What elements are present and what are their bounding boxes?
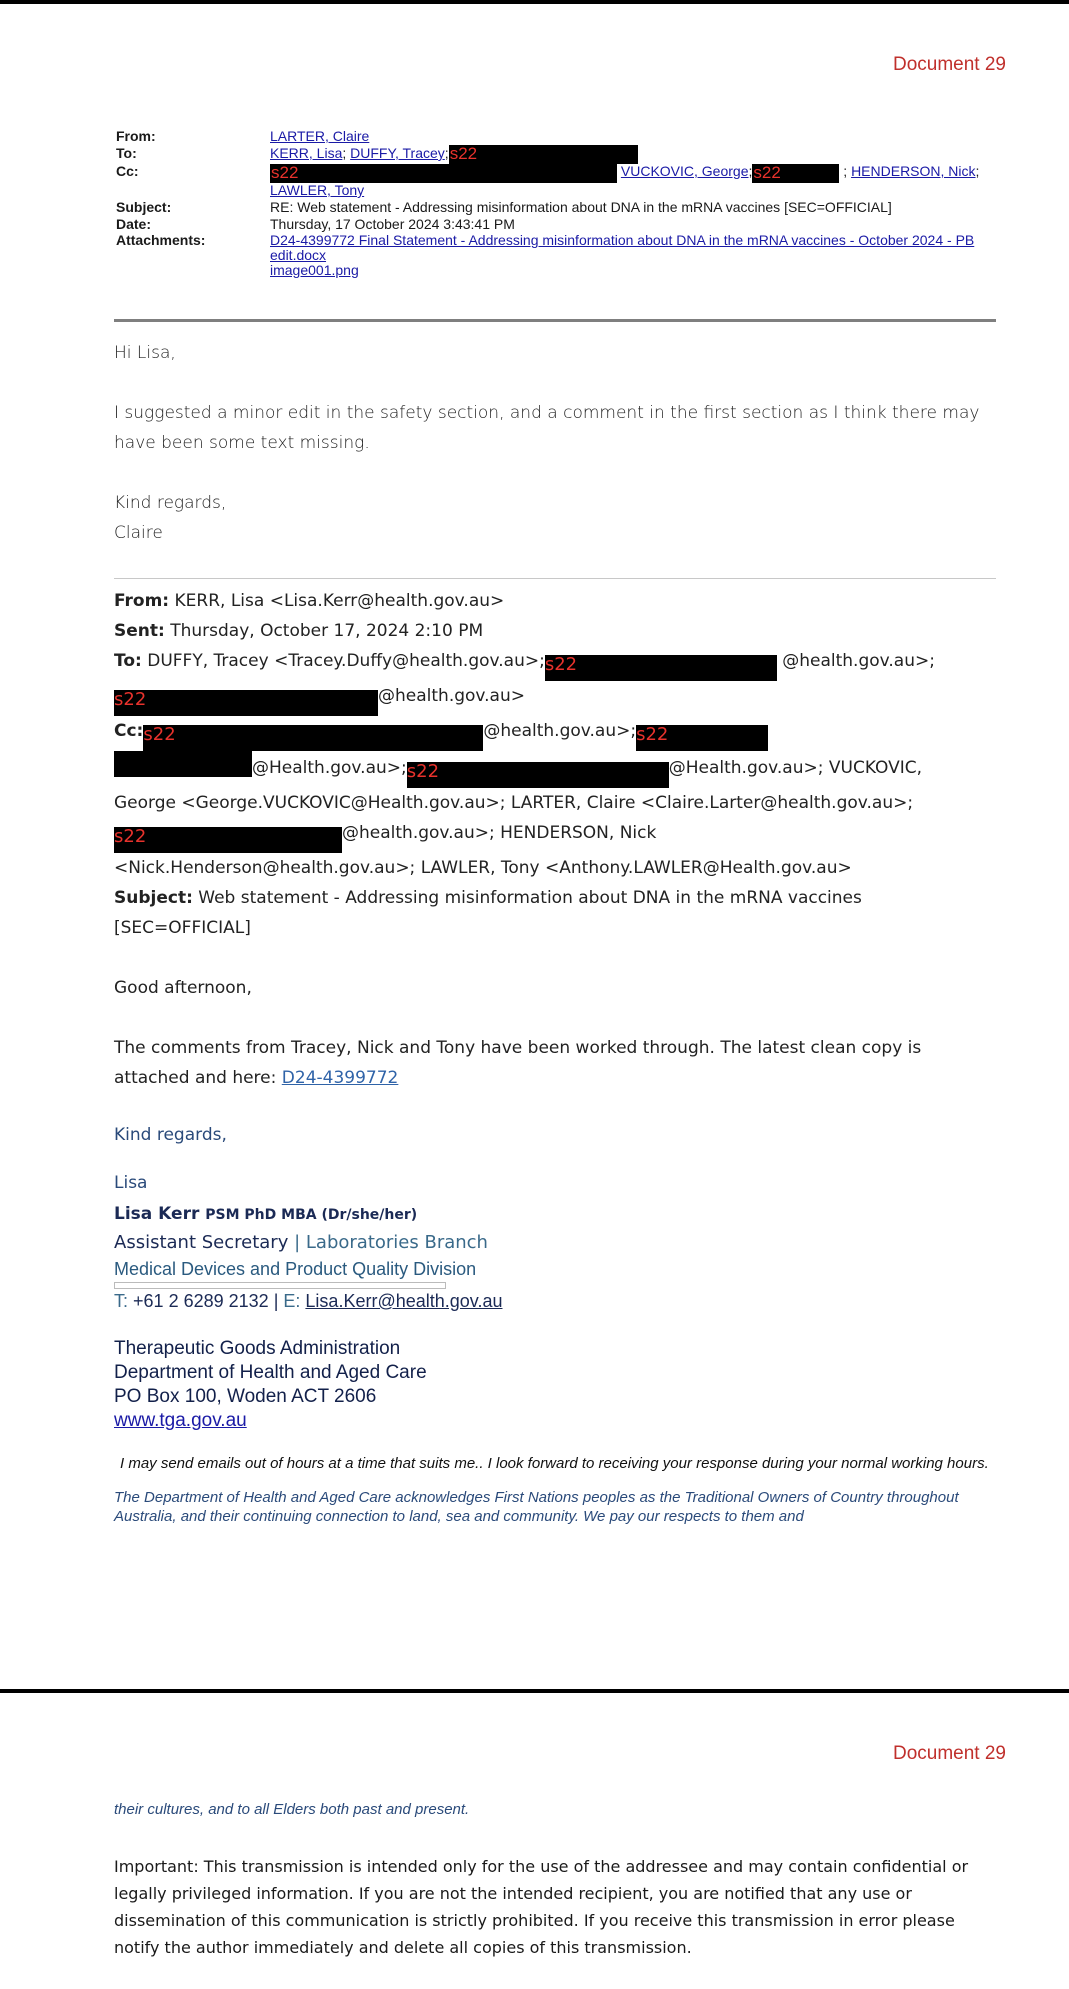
fwd-greeting: Good afternoon, — [114, 978, 252, 998]
document-label: Document 29 — [892, 1743, 1006, 1764]
signature-name-line: Lisa Kerr PSM PhD MBA (Dr/she/her) — [114, 1204, 418, 1224]
header-subject-row: Subject: RE: Web statement - Addressing misinformation about DNA in the mRNA vaccines [SEC=OFFICIAL] — [116, 199, 996, 216]
date-text: Thursday, 17 October 2024 3:43:41 PM — [270, 216, 515, 232]
document-link[interactable]: D24-4399772 — [281, 1068, 399, 1088]
acknowledgement-continued: their cultures, and to all Elders both past and present. — [114, 1801, 470, 1818]
forwarded-message — [114, 586, 994, 1198]
fwd-cc-line-2: @Health.gov.au>;s22 @Health.gov.au>; VUCKOVIC, — [114, 751, 994, 788]
header-divider — [114, 319, 996, 322]
redaction-block: s22 — [270, 164, 617, 183]
redaction-block: s22 — [114, 690, 378, 716]
fwd-subject-line: Subject: Web statement - Addressing misinformation about DNA in the mRNA vaccines [SEC=OFFICIAL] — [114, 888, 862, 938]
fwd-cc-line: Cc:s22 @health.gov.au>;s22 — [114, 716, 994, 751]
header-date-row: Date: Thursday, 17 October 2024 3:43:41 PM — [116, 216, 996, 233]
header-attachments-row: Attachments: D24-4399772 Final Statement - Addressing misinformation about DNA in the mRNA vaccines - October 2024 - PB edit.docx image001.png — [116, 232, 975, 278]
fwd-from-line: From: KERR, Lisa <Lisa.Kerr@health.gov.au> — [114, 591, 505, 611]
signature-address-block: Therapeutic Goods Administration Department of Health and Aged Care PO Box 100, Woden ACT 2606 www.tga.gov.au — [114, 1338, 427, 1431]
out-of-hours-note: I may send emails out of hours at a time that suits me.. I look forward to receiving your response during your normal working hours. — [120, 1455, 989, 1472]
from-link[interactable]: LARTER, Claire — [270, 128, 370, 144]
disclaimer-text: Important: This transmission is intended only for the use of the addressee and may contain confidential or legally privileged information. If you are not the intended recipient, you are notified that any use or dissemination of this communication is strictly prohibited. If you receive this transmission in error please notify the author immediately and delete all copies of this transmission. — [114, 1857, 969, 1957]
fwd-cc-line-5: <Nick.Henderson@health.gov.au>; LAWLER, Tony <Anthony.LAWLER@Health.gov.au> — [114, 858, 852, 878]
fwd-to-line-2: s22 @health.gov.au> — [114, 681, 994, 716]
cc-link-henderson[interactable]: HENDERSON, Nick — [851, 163, 976, 179]
redaction-block: s22 — [545, 655, 777, 681]
redaction-block: s22 — [636, 725, 768, 751]
fwd-to-line: To: DUFFY, Tracey <Tracey.Duffy@health.gov.au>;s22 @health.gov.au>; — [114, 646, 994, 681]
header-from-row: From: LARTER, Claire — [116, 128, 370, 144]
page-top-border — [0, 0, 1069, 4]
attachment-docx-link[interactable]: D24-4399772 Final Statement - Addressing misinformation about DNA in the mRNA vaccines - October 2024 - PB edit.docx — [270, 232, 975, 263]
fwd-sent-line: Sent: Thursday, October 17, 2024 2:10 PM — [114, 621, 484, 641]
website-link[interactable]: www.tga.gov.au — [114, 1410, 247, 1431]
fwd-cc-line-4: s22 @health.gov.au>; HENDERSON, Nick — [114, 818, 994, 853]
greeting: Hi Lisa, — [114, 343, 176, 363]
subject-text: RE: Web statement - Addressing misinformation about DNA in the mRNA vaccines [SEC=OFFICIAL] — [270, 199, 892, 215]
reply-body — [114, 338, 994, 548]
signature-rule — [114, 1282, 446, 1289]
to-link-kerr[interactable]: KERR, Lisa — [270, 145, 343, 161]
signature-contact-line: T: +61 2 6289 2132 | E: Lisa.Kerr@health.gov.au — [114, 1291, 503, 1311]
email-header — [116, 128, 996, 278]
fwd-signoff: Kind regards, — [114, 1125, 227, 1145]
fwd-cc-line-3: George <George.VUCKOVIC@Health.gov.au>; LARTER, Claire <Claire.Larter@health.gov.au>; — [114, 793, 914, 813]
to-link-duffy[interactable]: DUFFY, Tracey — [350, 145, 445, 161]
redaction-block: s22 — [114, 827, 342, 853]
signoff: Kind regards, — [114, 493, 227, 513]
thread-divider — [114, 578, 996, 579]
acknowledgement-text: The Department of Health and Aged Care acknowledges First Nations peoples as the Traditional Owners of Country throughout Australia, and their continuing connection to land, sea and community. We pay our respects to them and — [114, 1489, 959, 1525]
page-break-border — [0, 1689, 1069, 1693]
email-signature — [114, 1200, 994, 1526]
redaction-block: s22 — [143, 725, 483, 751]
cc-link-lawler[interactable]: LAWLER, Tony — [270, 182, 365, 198]
fwd-name: Lisa — [114, 1173, 148, 1193]
redaction-block — [114, 751, 252, 777]
document-label: Document 29 — [892, 54, 1006, 75]
reply-text: I suggested a minor edit in the safety section, and a comment in the first section as I think there may have been some text missing. — [114, 403, 980, 453]
fwd-text: The comments from Tracey, Nick and Tony have been worked through. The latest clean copy is attached and here: D24-4399772 — [114, 1038, 922, 1088]
header-cc-row: Cc: s22 VUCKOVIC, George;s22 ; HENDERSON, Nick; LAWLER, Tony — [116, 163, 980, 198]
cc-link-vuckovic[interactable]: VUCKOVIC, George — [620, 163, 749, 179]
signature-division: Medical Devices and Product Quality Division — [114, 1259, 477, 1279]
redaction-block: s22 — [449, 145, 638, 164]
header-to-row: To: KERR, Lisa; DUFFY, Tracey;s22 — [116, 145, 996, 164]
sender-name: Claire — [114, 523, 163, 543]
signature-title-line: Assistant Secretary | Laboratories Branch — [114, 1232, 488, 1253]
attachment-image-link[interactable]: image001.png — [270, 262, 359, 278]
redaction-block: s22 — [752, 164, 839, 183]
signature-email-link[interactable]: Lisa.Kerr@health.gov.au — [305, 1291, 503, 1311]
redaction-block: s22 — [407, 762, 669, 788]
